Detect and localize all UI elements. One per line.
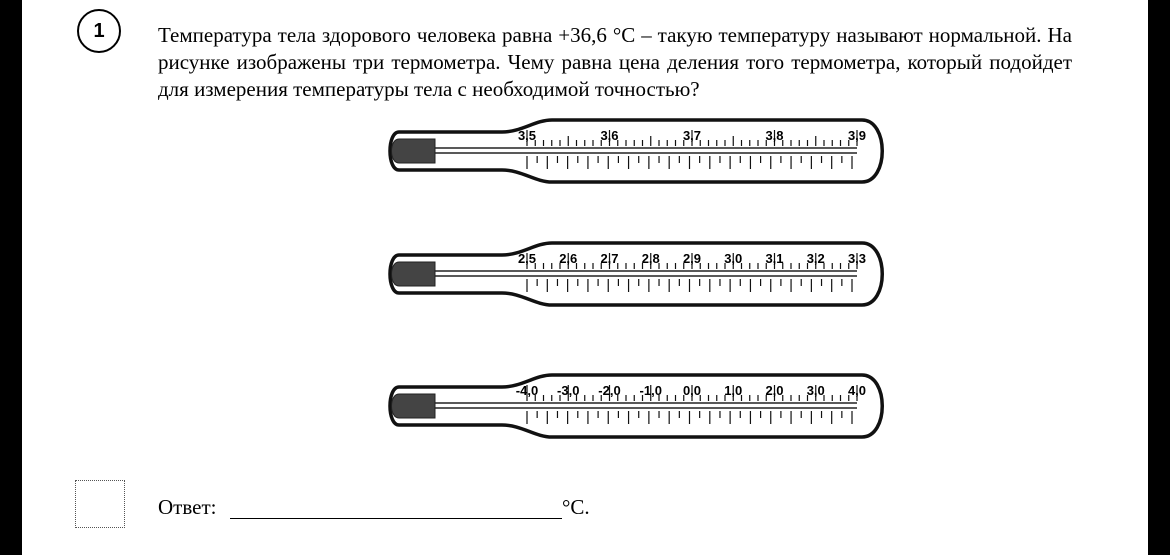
scale-label: 2,0 [765, 383, 784, 398]
scale-label: 2,5 [517, 251, 537, 266]
answer-checkbox[interactable] [75, 480, 125, 528]
glass-tube [390, 120, 882, 182]
scale-label: -1,0 [639, 383, 662, 398]
scale-label: 2,9 [682, 251, 702, 266]
mercury-bulb [392, 262, 436, 286]
thermometer-3 [390, 375, 882, 437]
worksheet-page [22, 0, 1148, 555]
scale-label: -2,0 [598, 383, 621, 398]
scale-label: 4,0 [847, 383, 867, 398]
scale-label: 3,0 [806, 383, 825, 398]
answer-label: Ответ: [158, 495, 217, 519]
scale-label: 3,3 [847, 251, 867, 266]
answer-input-line[interactable] [230, 518, 562, 519]
scale-label: 3,8 [765, 128, 784, 143]
scale-label: 2,8 [641, 251, 660, 266]
thermometer-2 [390, 243, 882, 305]
scale-label: 3,9 [847, 128, 867, 143]
thermometers-figure [357, 110, 897, 470]
mercury-bulb [392, 139, 436, 163]
question-text: Температура тела здорового человека равна +36,6 °С – такую температуру называют нормальной. На рисунке изображены три термометра. Чему равна цена деления того термометра, который подойдет для измерения температуры тела с необходимой точностью? [158, 23, 1072, 101]
scale-label: 0,0 [682, 383, 702, 398]
scale-label: 2,6 [559, 251, 578, 266]
scale-label: 3,7 [682, 128, 702, 143]
scale-label: -3,0 [557, 383, 580, 398]
scale-label: 1,0 [724, 383, 743, 398]
scale-label: 3,0 [724, 251, 743, 266]
scale-label: 2,7 [600, 251, 619, 266]
answer-unit: °С. [562, 495, 590, 519]
thermometer-1 [390, 120, 882, 182]
scale-label: 3,5 [517, 128, 537, 143]
scale-label: -4,0 [515, 383, 539, 398]
scale-label: 3,2 [806, 251, 825, 266]
question-number: 1 [77, 9, 121, 53]
scale-label: 3,1 [765, 251, 784, 266]
scale-label: 3,6 [600, 128, 619, 143]
mercury-bulb [392, 394, 436, 418]
